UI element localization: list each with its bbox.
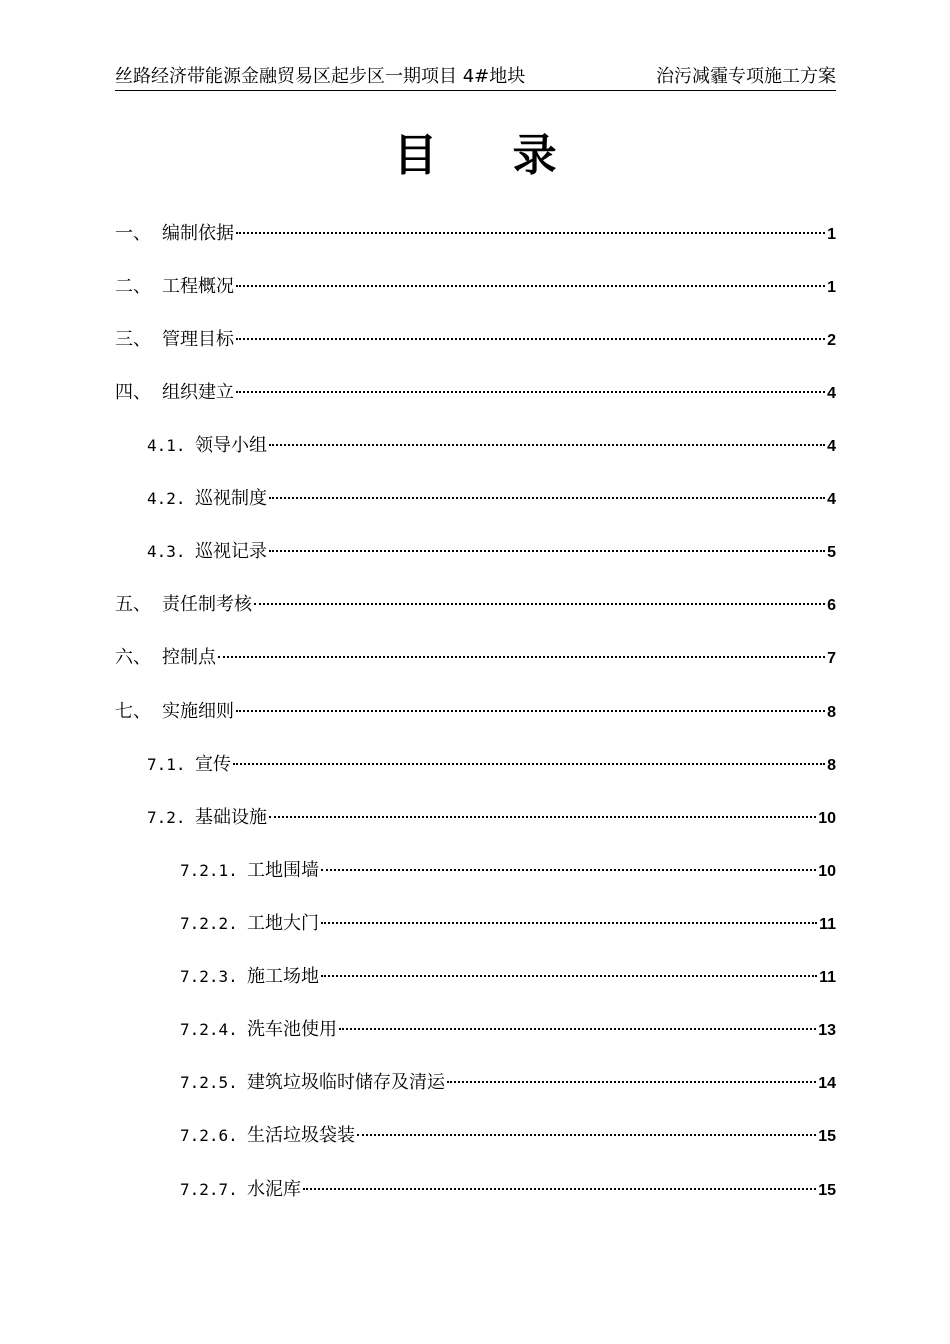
toc-entry-page: 7 — [827, 650, 836, 667]
toc-entry-number: 二、 — [115, 276, 151, 297]
toc-leader-dots — [236, 232, 825, 234]
toc-entry[interactable] — [180, 1176, 836, 1204]
toc-entry-label: 责任制考核 — [162, 594, 252, 615]
toc-leader-dots — [321, 975, 817, 977]
toc-entry-number: 4.2. — [147, 489, 186, 508]
toc-entry[interactable] — [115, 379, 836, 407]
toc-leader-dots — [254, 603, 825, 605]
toc-entry-label: 巡视记录 — [195, 541, 267, 562]
toc-leader-dots — [269, 816, 816, 818]
toc-leader-dots — [236, 285, 825, 287]
toc-entry-number: 七、 — [115, 701, 151, 722]
toc-entry-number: 7.1. — [147, 755, 186, 774]
toc-entry-number: 4.1. — [147, 436, 186, 455]
toc-entry-number: 五、 — [115, 594, 151, 615]
toc-entry-page: 1 — [827, 226, 836, 243]
toc-entry-page: 8 — [827, 704, 836, 721]
toc-entry-number: 三、 — [115, 329, 151, 350]
toc-entry-page: 10 — [818, 810, 836, 827]
toc-leader-dots — [339, 1028, 816, 1030]
toc-entry[interactable] — [115, 326, 836, 354]
page-header — [115, 64, 836, 91]
toc-entry-page: 4 — [827, 385, 836, 402]
toc-leader-dots — [236, 338, 825, 340]
toc-entry[interactable] — [180, 1069, 836, 1097]
toc-entry-page: 4 — [827, 491, 836, 508]
toc-entry-number: 7.2.2. — [180, 914, 238, 933]
toc-entry-label: 工地围墙 — [247, 860, 319, 881]
toc-entry-label: 领导小组 — [195, 435, 267, 456]
toc-entry[interactable] — [147, 538, 836, 566]
toc-entry-label: 巡视制度 — [195, 488, 267, 509]
toc-entry-page: 10 — [818, 863, 836, 880]
toc-entry[interactable] — [147, 804, 836, 832]
toc-entry[interactable] — [180, 857, 836, 885]
toc-leader-dots — [303, 1188, 816, 1190]
toc-entry-page: 14 — [818, 1075, 836, 1092]
toc-entry-number: 7.2. — [147, 808, 186, 827]
page-title: 目 录 — [393, 130, 587, 181]
toc-leader-dots — [269, 497, 825, 499]
toc-entry-page: 15 — [818, 1182, 836, 1199]
header-project-name: 丝路经济带能源金融贸易区起步区一期项目 4#地块 — [115, 66, 526, 87]
toc-entry[interactable] — [147, 432, 836, 460]
toc-entry[interactable] — [180, 910, 836, 938]
toc-entry[interactable] — [180, 963, 836, 991]
toc-entry-label: 建筑垃圾临时储存及清运 — [247, 1072, 445, 1093]
toc-entry-number: 7.2.5. — [180, 1073, 238, 1092]
toc-entry-label: 工地大门 — [247, 913, 319, 934]
toc-entry-page: 5 — [827, 544, 836, 561]
toc-entry-label: 施工场地 — [247, 966, 319, 987]
toc-entry-label: 实施细则 — [162, 701, 234, 722]
toc-entry-label: 管理目标 — [162, 329, 234, 350]
toc-entry[interactable] — [115, 273, 836, 301]
toc-entry[interactable] — [115, 591, 836, 619]
toc-leader-dots — [447, 1081, 816, 1083]
toc-entry[interactable] — [147, 751, 836, 779]
toc-leader-dots — [321, 869, 816, 871]
toc-entry-number: 六、 — [115, 647, 151, 668]
toc-entry-page: 2 — [827, 332, 836, 349]
header-document-type: 治污减霾专项施工方案 — [656, 66, 836, 87]
toc-entry[interactable] — [115, 220, 836, 248]
toc-entry-number: 7.2.3. — [180, 967, 238, 986]
toc-leader-dots — [269, 550, 825, 552]
toc-entry-label: 洗车池使用 — [247, 1019, 337, 1040]
toc-entry-label: 生活垃圾袋装 — [247, 1125, 355, 1146]
toc-entry-number: 4.3. — [147, 542, 186, 561]
toc-entry-label: 组织建立 — [162, 382, 234, 403]
toc-entry-label: 控制点 — [162, 647, 216, 668]
toc-entry-number: 一、 — [115, 223, 151, 244]
toc-entry[interactable] — [180, 1122, 836, 1150]
toc-entry[interactable] — [115, 644, 836, 672]
toc-entry-label: 宣传 — [195, 754, 231, 775]
toc-entry-number: 四、 — [115, 382, 151, 403]
toc-entry[interactable] — [115, 698, 836, 726]
toc-entry-label: 编制依据 — [162, 223, 234, 244]
toc-entry-page: 6 — [827, 597, 836, 614]
toc-entry-label: 水泥库 — [247, 1179, 301, 1200]
toc-leader-dots — [236, 391, 825, 393]
toc-entry[interactable] — [147, 485, 836, 513]
toc-entry-page: 4 — [827, 438, 836, 455]
toc-entry-page: 1 — [827, 279, 836, 296]
toc-entry-label: 基础设施 — [195, 807, 267, 828]
toc-leader-dots — [321, 922, 817, 924]
toc-entry-number: 7.2.7. — [180, 1180, 238, 1199]
toc-entry-number: 7.2.1. — [180, 861, 238, 880]
toc-entry-number: 7.2.4. — [180, 1020, 238, 1039]
toc-entry-page: 11 — [819, 969, 836, 986]
toc-leader-dots — [357, 1134, 816, 1136]
toc-entry[interactable] — [180, 1016, 836, 1044]
toc-entry-label: 工程概况 — [162, 276, 234, 297]
toc-leader-dots — [236, 710, 825, 712]
toc-leader-dots — [269, 444, 825, 446]
toc-entry-page: 11 — [819, 916, 836, 933]
toc-entry-page: 15 — [818, 1128, 836, 1145]
toc-entry-page: 13 — [818, 1022, 836, 1039]
toc-leader-dots — [233, 763, 825, 765]
toc-entry-number: 7.2.6. — [180, 1126, 238, 1145]
toc-entry-page: 8 — [827, 757, 836, 774]
toc-leader-dots — [218, 656, 825, 658]
